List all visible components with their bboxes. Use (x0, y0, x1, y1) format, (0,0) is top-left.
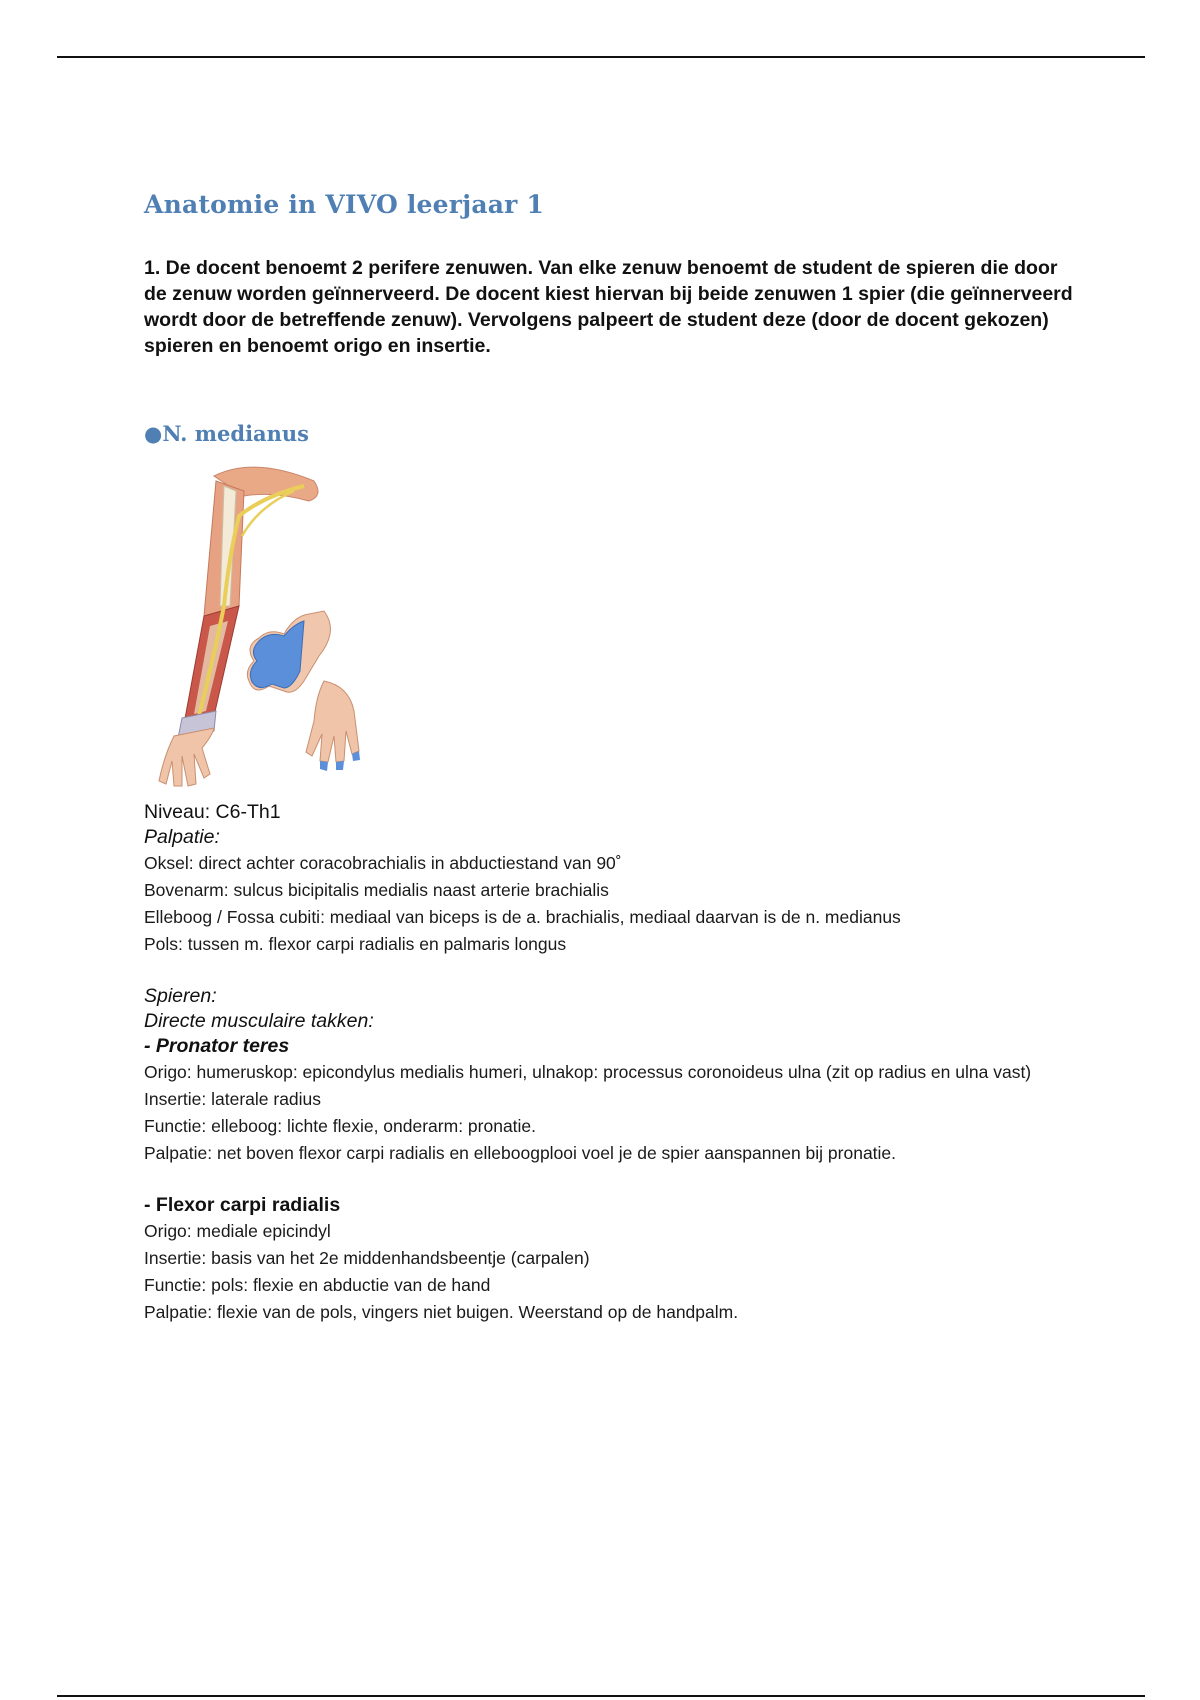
niveau-text: Niveau: C6-Th1 (144, 801, 281, 823)
muscle-insertie: Insertie: basis van het 2e middenhandsbeentje (carpalen) (144, 1248, 590, 1268)
page-content (144, 190, 1084, 1326)
palpatie-label: Palpatie: (144, 826, 220, 848)
muscle-palpatie: Palpatie: net boven flexor carpi radialis en elleboogplooi voel je de spier aanspannen bij pronatie. (144, 1143, 897, 1163)
muscle-name: - Flexor carpi radialis (144, 1194, 341, 1216)
spieren-label: Spieren: (144, 985, 217, 1007)
footer-rule (57, 1695, 1145, 1697)
muscle-origo: Origo: humeruskop: epicondylus medialis humeri, ulnakop: processus coronoideus ulna (zit op radius en ulna vast) (144, 1062, 1032, 1082)
muscle-functie: Functie: pols: flexie en abductie van de hand (144, 1275, 491, 1295)
muscle-functie: Functie: elleboog: lichte flexie, onderarm: pronatie. (144, 1116, 537, 1136)
muscle-name: - Pronator teres (144, 1035, 290, 1057)
question-text: 1. De docent benoemt 2 perifere zenuwen. Van elke zenuw benoemt de student de spieren die door de zenuw worden geïnnerveerd. De docent kiest hiervan bij beide zenuwen 1 spier (die geïnnerveerd wordt door de betreffende zenuw). Vervolgens palpeert de student deze (door de docent gekozen) spieren en benoemt origo en insertie. (144, 257, 1073, 357)
palpatie-line: Oksel: direct achter coracobrachialis in abductiestand van 90˚ (144, 853, 622, 873)
palpatie-line: Elleboog / Fossa cubiti: mediaal van biceps is de a. brachialis, mediaal daarvan is de n. medianus (144, 907, 901, 927)
palpatie-line: Pols: tussen m. flexor carpi radialis en palmaris longus (144, 934, 567, 954)
muscle-origo: Origo: mediale epicindyl (144, 1221, 331, 1241)
nerve-heading: ●N. medianus (144, 421, 310, 446)
takken-label: Directe musculaire takken: (144, 1010, 374, 1032)
muscle-insertie: Insertie: laterale radius (144, 1089, 322, 1109)
arm-nerve-illustration (144, 456, 374, 796)
muscle-palpatie: Palpatie: flexie van de pols, vingers niet buigen. Weerstand op de handpalm. (144, 1302, 739, 1322)
document-title: Anatomie in VIVO leerjaar 1 (144, 190, 545, 219)
palpatie-line: Bovenarm: sulcus bicipitalis medialis naast arterie brachialis (144, 880, 609, 900)
header-rule (57, 56, 1145, 58)
